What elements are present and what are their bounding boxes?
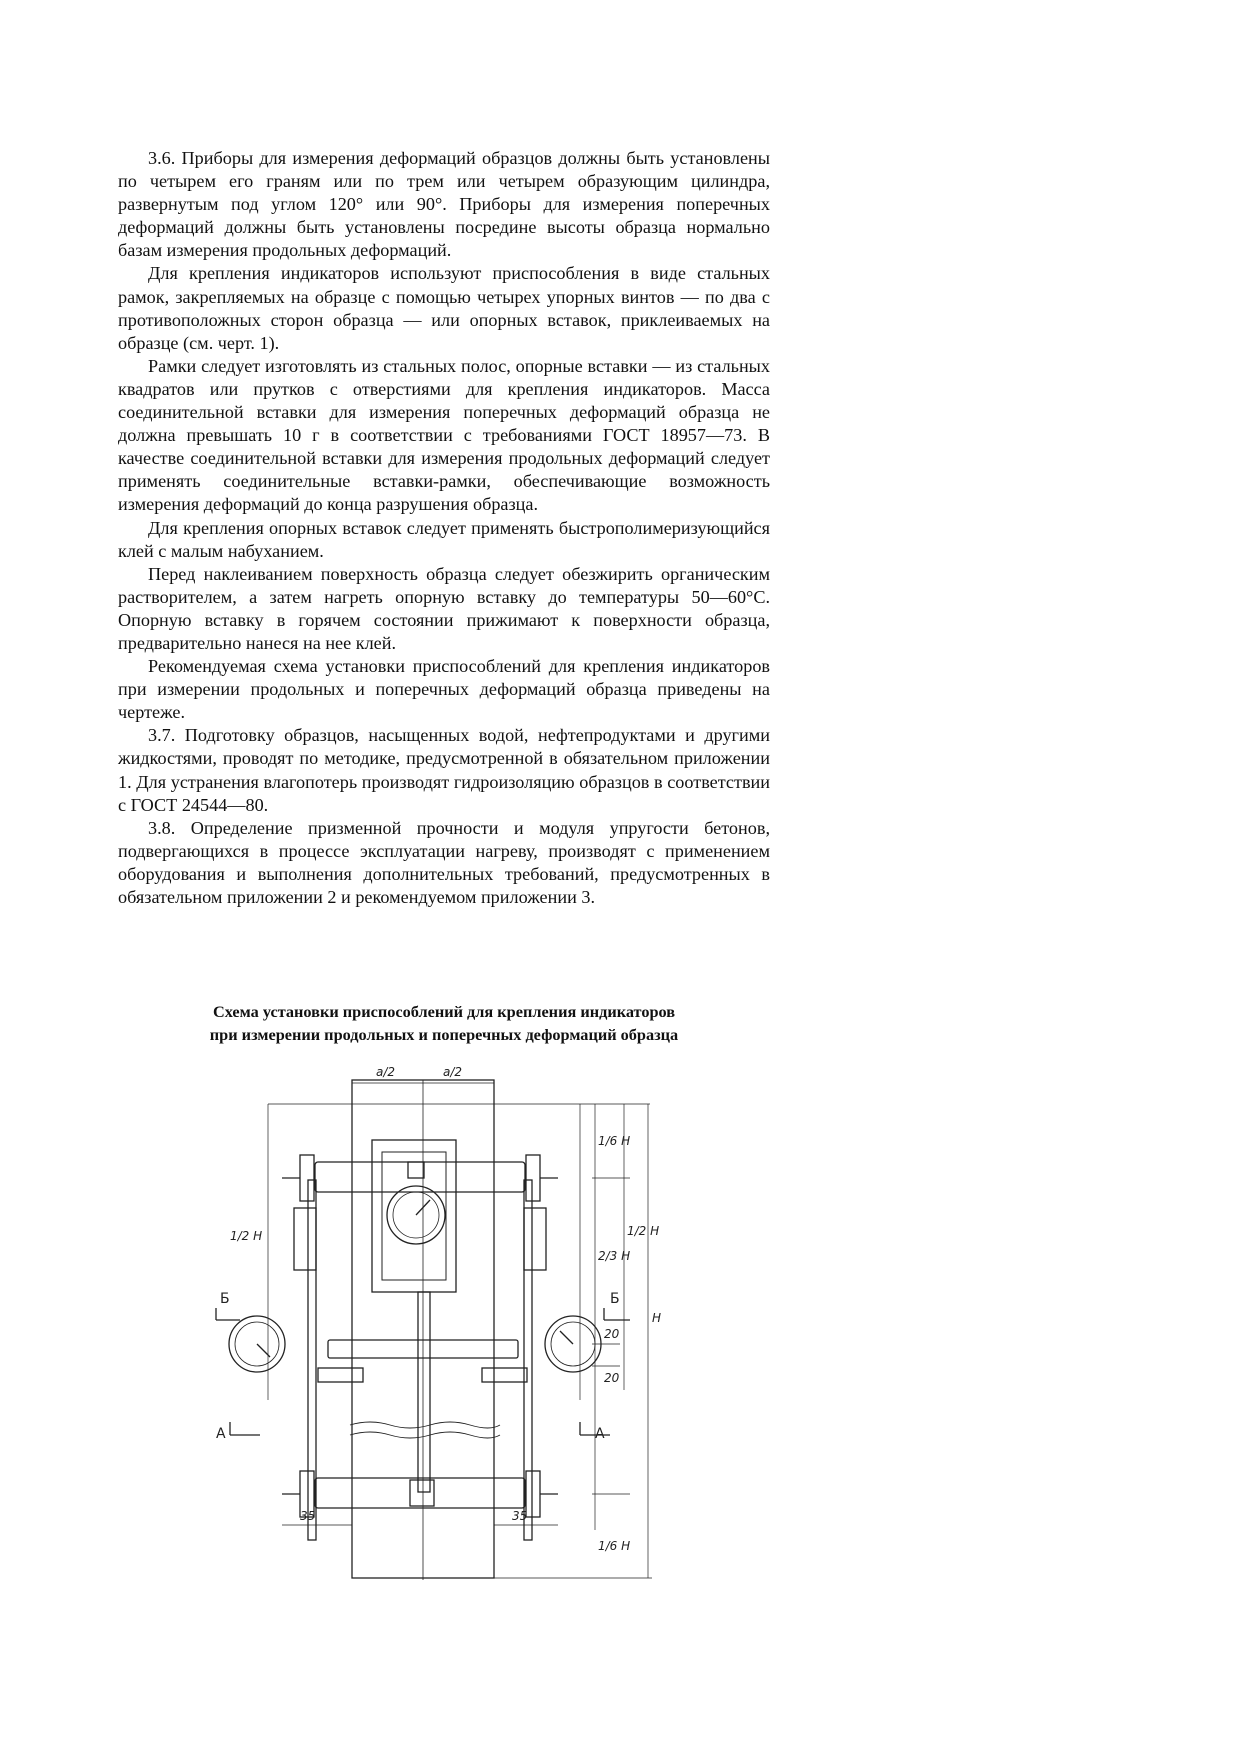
body-text xyxy=(118,147,770,909)
break-line-upper xyxy=(350,1422,500,1428)
label-h: H xyxy=(652,1311,662,1325)
top-left-clamp xyxy=(300,1155,314,1201)
center-rod xyxy=(418,1292,430,1492)
right-dial-needle xyxy=(560,1331,573,1344)
drawing-svg xyxy=(200,1060,680,1580)
label-35-right: 35 xyxy=(512,1509,528,1523)
center-frame-outer xyxy=(372,1140,456,1292)
installation-drawing xyxy=(200,1060,680,1580)
paragraph-3-6: 3.6. Приборы для измерения деформаций образцов должны быть установлены по четырем его граням или по трем или четырем образующим цилиндра, развернутым под углом 120° или 90°. Приборы для измерения поперечных деформаций должны быть установлены посредине высоты образца нормально базам измерения продольных деформаций. xyxy=(118,148,770,261)
section-b-right-arrow xyxy=(604,1308,630,1320)
paragraph-recommended-scheme: Рекомендуемая схема установки приспособлений для крепления индикаторов при измерении продольных и поперечных деформаций образца приведены на чертеже. xyxy=(118,656,770,723)
label-2-3-h: 2/3 H xyxy=(598,1249,631,1263)
label-20-bottom: 20 xyxy=(604,1371,620,1385)
section-a-left-arrow xyxy=(230,1422,260,1435)
paragraph-frames: Рамки следует изготовлять из стальных полос, опорные вставки — из стальных квадратов или прутков с отверстиями для крепления индикаторов. Масса соединительной вставки для измерения поперечных деформаций образца не должна превышать 10 г в соответствии с требованиями ГОСТ 18957—73. В качестве соединительной вставки для измерения продольных деформаций следует применять соединительные вставки-рамки, обеспечивающие возможность измерения деформаций до конца разрушения образца. xyxy=(118,355,770,515)
label-section-a-right: А xyxy=(595,1426,605,1442)
bottom-right-clamp xyxy=(526,1471,540,1517)
label-half-a-right: a/2 xyxy=(443,1065,463,1079)
caption-line-2: при измерении продольных и поперечных деформаций образца xyxy=(209,1025,679,1044)
label-1-6-h-bottom: 1/6 H xyxy=(598,1539,631,1553)
label-section-a-left: А xyxy=(216,1426,226,1442)
section-b-left-arrow xyxy=(216,1308,240,1320)
paragraph-3-7: 3.7. Подготовку образцов, насыщенных водой, нефтепродуктами и другими жидкостями, проводят по методике, предусмотренной в обязательном приложении 1. Для устранения влагопотерь производят гидроизоляцию образцов в соответствии с ГОСТ 24544—80. xyxy=(118,725,770,815)
paragraph-degrease: Перед наклеиванием поверхность образца следует обезжирить органическим растворителем, а затем нагреть опорную вставку до температуры 50—60°С. Опорную вставку в горячем состоянии прижимают к поверхности образца, предварительно нанеся на нее клей. xyxy=(118,563,770,653)
label-section-b-left: Б xyxy=(220,1291,230,1307)
label-1-2-h-right: 1/2 H xyxy=(627,1224,660,1238)
top-right-clamp xyxy=(526,1155,540,1201)
label-20-top: 20 xyxy=(604,1327,620,1341)
left-holder xyxy=(294,1208,316,1270)
paragraph-3-8: 3.8. Определение призменной прочности и модуля упругости бетонов, подвергающихся в процессе эксплуатации нагреву, производят с применением оборудования и выполнения дополнительных требований, предусмотренных в обязательном приложении 2 и рекомендуемом приложении 3. xyxy=(118,817,770,907)
break-line-lower xyxy=(350,1432,500,1438)
paragraph-glue: Для крепления опорных вставок следует применять быстрополимеризующийся клей с малым набуханием. xyxy=(118,517,770,561)
right-middle-insert xyxy=(482,1368,527,1382)
paragraph-indicator-mounting: Для крепления индикаторов используют приспособления в виде стальных рамок, закрепляемых на образце с помощью четырех упорных винтов — по два с противоположных сторон образца — или опорных вставок, приклеиваемых на образце (см. черт. 1). xyxy=(118,263,770,353)
left-middle-insert xyxy=(318,1368,363,1382)
label-35-left: 35 xyxy=(300,1509,316,1523)
center-frame-inner xyxy=(382,1152,446,1280)
label-section-b-right: Б xyxy=(610,1291,620,1307)
label-1-2-h-left: 1/2 H xyxy=(230,1229,263,1243)
label-1-6-h-top: 1/6 H xyxy=(598,1134,631,1148)
caption-line-1: Схема установки приспособлений для крепления индикаторов xyxy=(212,1002,676,1021)
right-holder xyxy=(524,1208,546,1270)
label-half-a-left: a/2 xyxy=(376,1065,396,1079)
center-indicator-stem xyxy=(408,1162,424,1178)
figure-caption xyxy=(118,1000,770,1046)
